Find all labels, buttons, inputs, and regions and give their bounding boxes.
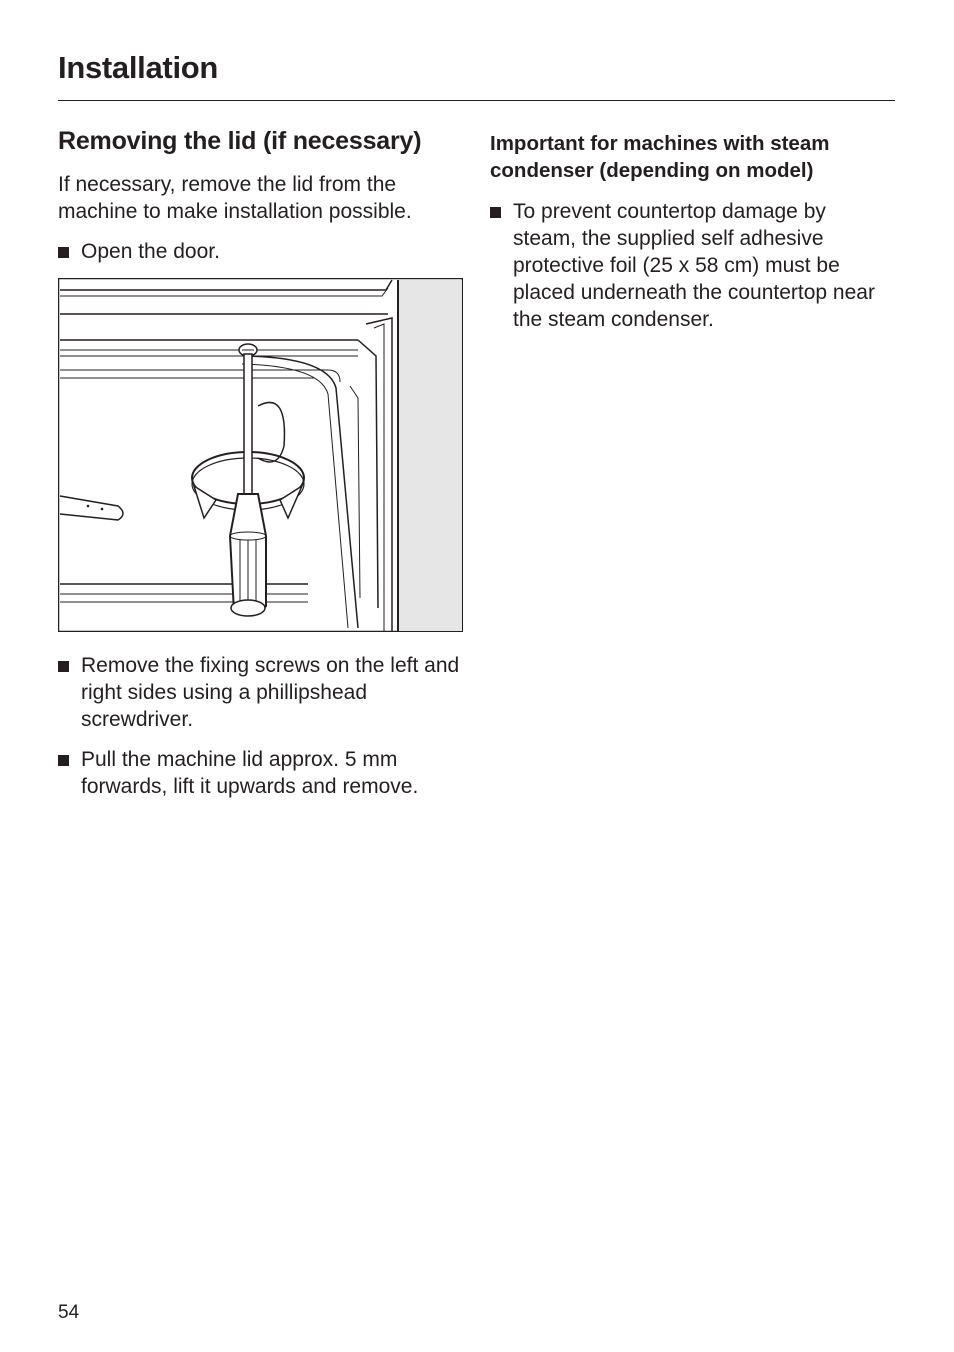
bullet-text: To prevent countertop damage by steam, the supplied self adhesive protective foil (25 x 58 cm) must be placed underneath the countertop near the steam condenser. bbox=[513, 200, 875, 331]
step-text: Remove the fixing screws on the left and right sides using a phillipshead screwdriver. bbox=[81, 654, 460, 731]
intro-paragraph: If necessary, remove the lid from the machine to make installation possible. bbox=[58, 173, 412, 223]
step-text: Open the door. bbox=[81, 240, 220, 263]
list-item bbox=[490, 198, 890, 333]
bullet-square-icon bbox=[58, 247, 69, 258]
list-item bbox=[58, 652, 468, 733]
step-text: Pull the machine lid approx. 5 mm forwards, lift it upwards and remove. bbox=[81, 748, 419, 798]
left-column bbox=[58, 125, 468, 278]
list-item bbox=[58, 238, 468, 265]
bullet-square-icon bbox=[490, 207, 501, 218]
section-heading: Removing the lid (if necessary) bbox=[58, 127, 422, 155]
list-item bbox=[58, 746, 468, 800]
left-column-steps bbox=[58, 652, 468, 813]
bullet-square-icon bbox=[58, 755, 69, 766]
page-number: 54 bbox=[58, 1302, 80, 1323]
title-divider bbox=[58, 100, 895, 101]
bullet-square-icon bbox=[58, 661, 69, 672]
screwdriver-illustration-icon bbox=[58, 278, 463, 632]
right-column bbox=[490, 130, 890, 346]
page-title: Installation bbox=[58, 50, 219, 85]
steam-condenser-heading: Important for machines with steam condenser (depending on model) bbox=[490, 132, 830, 182]
